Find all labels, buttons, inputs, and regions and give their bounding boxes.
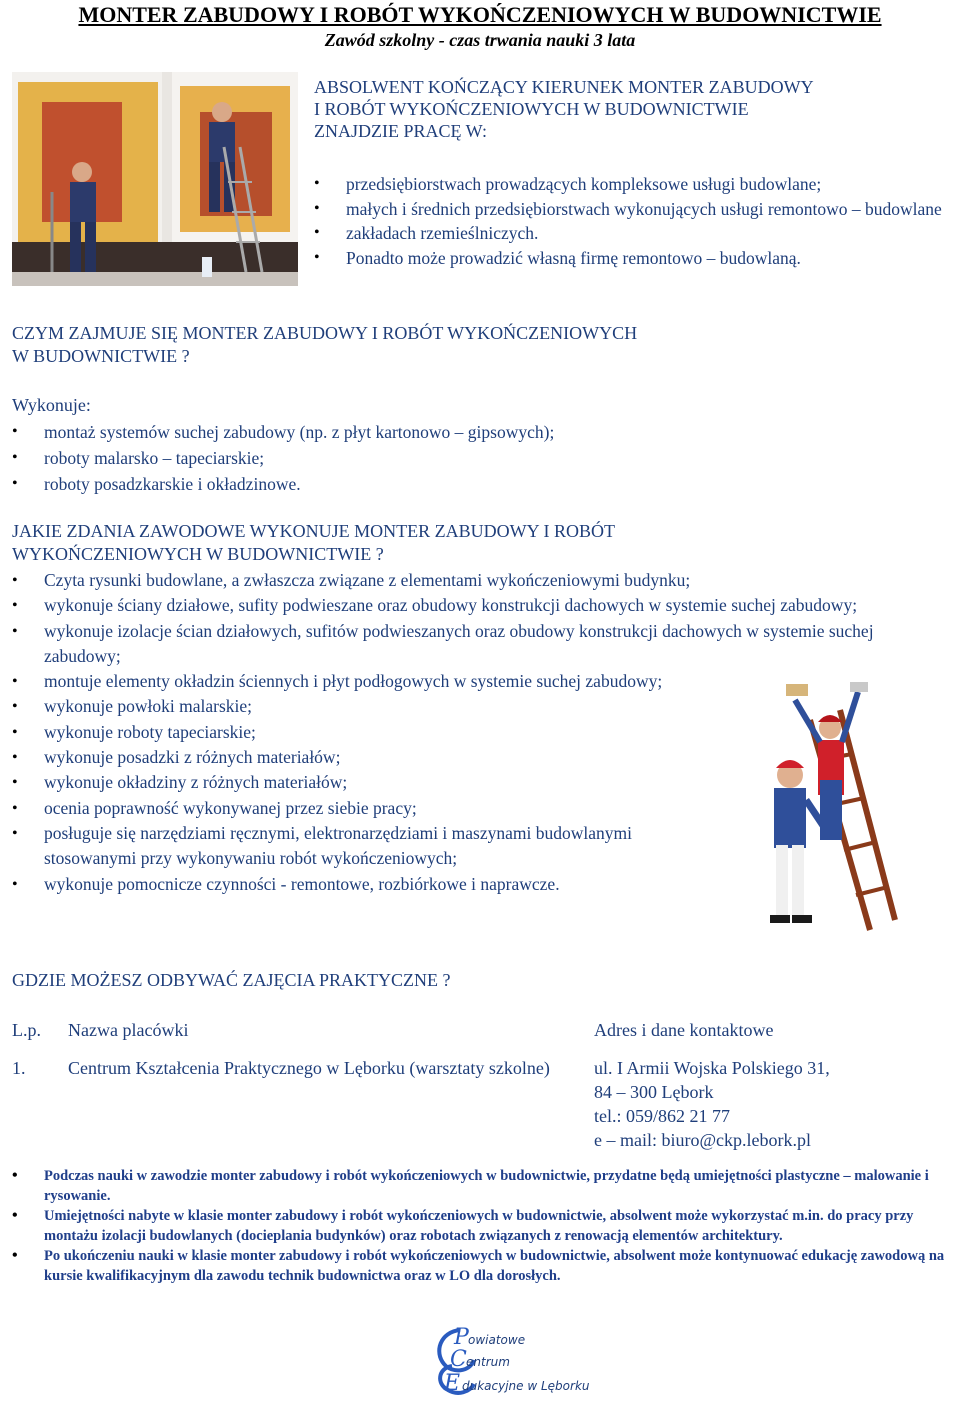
painters-on-ladder-image	[700, 680, 900, 940]
graduate-workplaces-list	[314, 172, 954, 270]
list-item: • wykonuje posadzki z różnych materiałów;	[12, 745, 942, 770]
document-subtitle: Zawód szkolny - czas trwania nauki 3 lata	[324, 30, 636, 50]
list-item: • montuje elementy okładzin ściennych i płyt podłogowych w systemie suchej zabudowy;	[12, 669, 714, 694]
address-line: tel.: 059/862 21 77	[594, 1106, 730, 1126]
graduate-heading-line: I ROBÓT WYKOŃCZENIOWYCH W BUDOWNICTWIE	[314, 99, 749, 119]
tasks-heading	[12, 520, 952, 566]
column-header: Nazwa placówki	[68, 1020, 189, 1040]
logo-line: entrum	[466, 1355, 510, 1369]
list-item: • posługuje się narzędziami ręcznymi, elektronarzędziami i maszynami budowlanymi stosowanymi przy wykonywaniu robót wykończeniowych;	[12, 821, 674, 872]
address-line: e – mail: biuro@ckp.lebork.pl	[594, 1130, 812, 1150]
workers-painting-photo	[12, 72, 298, 286]
notes-list	[12, 1166, 956, 1286]
occupation-heading	[12, 322, 952, 368]
address-line: 84 – 300 Lębork	[594, 1082, 714, 1102]
note-item: • Podczas nauki w zawodzie monter zabudowy i robót wykończeniowych w budownictwie, przydatne będą umiejętności plastyczne – malowanie i rysowanie.	[12, 1166, 956, 1206]
list-item: • roboty malarsko – tapeciarskie;	[12, 445, 952, 471]
graduate-heading-line: ZNAJDZIE PRACĘ W:	[314, 121, 487, 141]
list-item: • montaż systemów suchej zabudowy (np. z płyt kartonowo – gipsowych);	[12, 419, 952, 445]
list-item: • wykonuje powłoki malarskie;	[12, 694, 942, 719]
pce-lebork-logo	[430, 1322, 600, 1400]
logo-line: dukacyjne w Lęborku	[462, 1379, 590, 1393]
occupation-heading-line: CZYM ZAJMUJE SIĘ MONTER ZABUDOWY I ROBÓT WYKOŃCZENIOWYCH	[12, 323, 638, 343]
logo-letter: P	[454, 1325, 469, 1350]
list-item: • wykonuje izolacje ścian działowych, sufitów podwieszanych oraz obudowy konstrukcji dachowych w systemie suchej zabudowy;	[12, 619, 894, 670]
document-title: MONTER ZABUDOWY I ROBÓT WYKOŃCZENIOWYCH W BUDOWNICTWIE	[78, 2, 882, 27]
tasks-heading-line: JAKIE ZDANIA ZAWODOWE WYKONUJE MONTER ZABUDOWY I ROBÓT	[12, 521, 615, 541]
list-item: • roboty posadzkarskie i okładzinowe.	[12, 471, 952, 497]
tasks-heading-line: WYKOŃCZENIOWYCH W BUDOWNICTWIE ?	[12, 544, 384, 564]
column-header: Adres i dane kontaktowe	[594, 1020, 774, 1040]
place-name: Centrum Kształcenia Praktycznego w Lęborku (warsztaty szkolne)	[68, 1058, 550, 1078]
graduate-heading-line: ABSOLWENT KOŃCZĄCY KIERUNEK MONTER ZABUDOWY	[314, 77, 814, 97]
list-item: • wykonuje pomocnicze czynności - remontowe, rozbiórkowe i naprawcze.	[12, 872, 942, 897]
table-header-row	[4, 1016, 904, 1044]
logo-letter: E	[444, 1371, 461, 1396]
occupation-list	[12, 419, 952, 497]
list-item: • zakładach rzemieślniczych.	[314, 221, 954, 246]
note-item: • Umiejętności nabyte w klasie monter zabudowy i robót wykończeniowych w budownictwie, absolwent może wykorzystać m.in. do pracy przy montażu izolacji budowlanych (docieplania budynków) oraz robotach związanych z renowacją elementów architektury.	[12, 1206, 956, 1246]
list-item: • wykonuje roboty tapeciarskie;	[12, 720, 942, 745]
logo-line: owiatowe	[468, 1333, 526, 1347]
graduate-heading	[314, 76, 954, 142]
column-header: L.p.	[12, 1020, 41, 1040]
list-item: • Czyta rysunki budowlane, a zwłaszcza związane z elementami wykończeniowymi budynku;	[12, 568, 942, 593]
list-item: • wykonuje okładziny z różnych materiałów;	[12, 770, 942, 795]
table-row	[4, 1054, 904, 1154]
occupation-label: Wykonuje:	[12, 395, 91, 415]
occupation-heading-line: W BUDOWNICTWIE ?	[12, 346, 190, 366]
practice-heading: GDZIE MOŻESZ ODBYWAĆ ZAJĘCIA PRAKTYCZNE ?	[12, 970, 451, 990]
address-line: ul. I Armii Wojska Polskiego 31,	[594, 1058, 830, 1078]
place-address	[586, 1054, 904, 1154]
note-item: • Po ukończeniu nauki w klasie monter zabudowy i robót wykończeniowych w budownictwie, absolwent może kontynuować edukację zawodową na kursie kwalifikacyjnym dla zawodu technik budownictwa oraz w LO dla dorosłych.	[12, 1246, 956, 1286]
list-item: • małych i średnich przedsiębiorstwach wykonujących usługi remontowo – budowlane	[314, 197, 954, 222]
logo-letter: C	[450, 1347, 467, 1372]
list-item: • Ponadto może prowadzić własną firmę remontowo – budowlaną.	[314, 246, 954, 271]
list-item: • wykonuje ściany działowe, sufity podwieszane oraz obudowy konstrukcji dachowych w systemie suchej zabudowy;	[12, 593, 942, 618]
row-number: 1.	[12, 1058, 26, 1078]
practice-places-table	[4, 1016, 904, 1154]
list-item: • ocenia poprawność wykonywanej przez siebie pracy;	[12, 796, 942, 821]
list-item: • przedsiębiorstwach prowadzących kompleksowe usługi budowlane;	[314, 172, 954, 197]
